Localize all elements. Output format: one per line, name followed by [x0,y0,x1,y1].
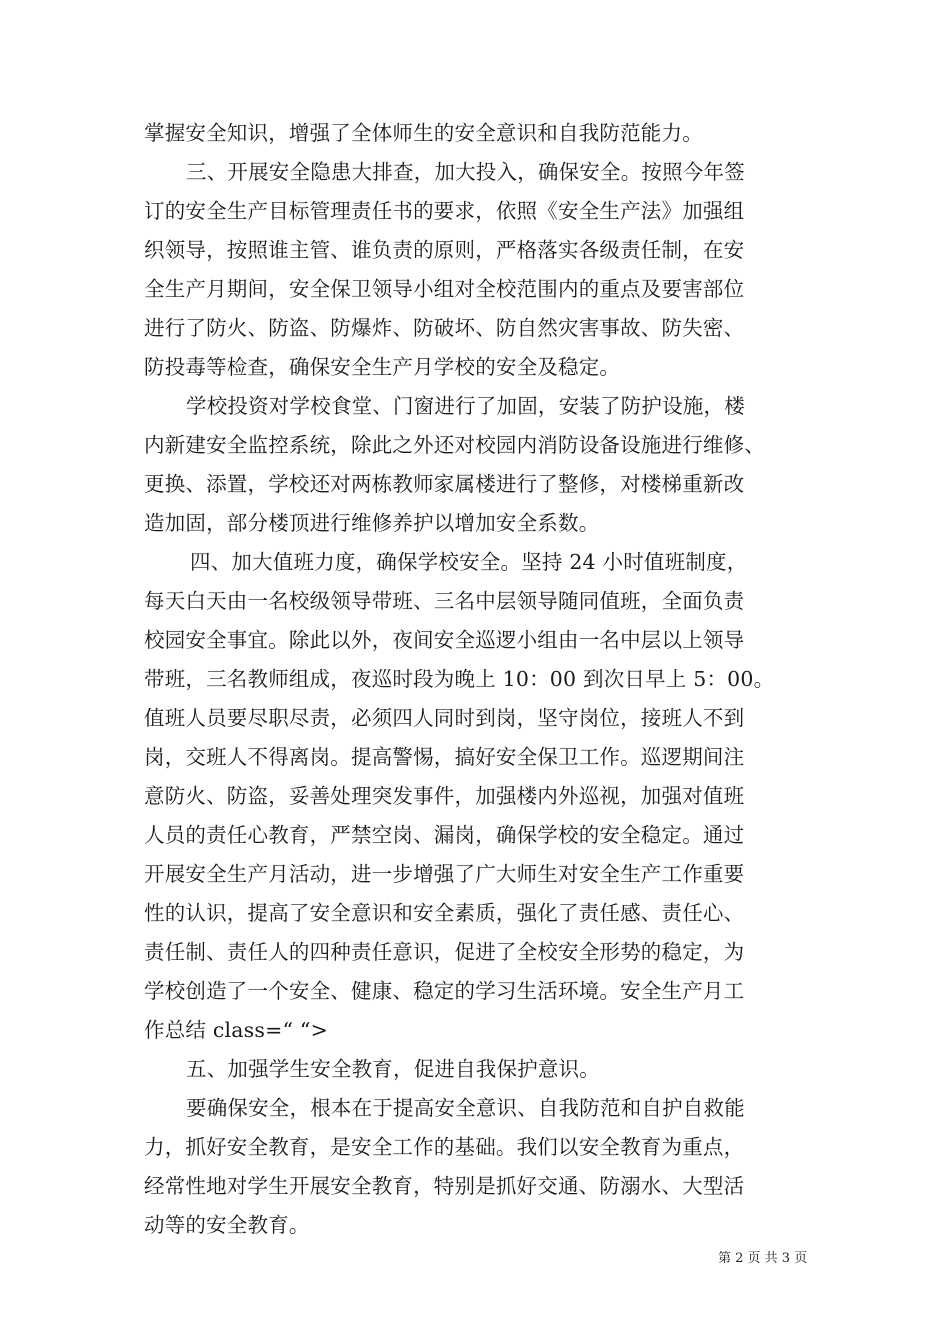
text-line: 每天白天由一名校级领导带班、三名中层领导随同值班，全面负责 [144,589,745,613]
text-line: 学校投资对学校食堂、门窗进行了加固，安装了防护设施，楼 [186,394,745,418]
text-line: 作总结 class=“ “> [144,1018,328,1042]
text-line: 要确保安全，根本在于提高安全意识、自我防范和自护自救能 [186,1096,745,1120]
section-heading: 五、加强学生安全教育，促进自我保护意识。 [186,1057,600,1081]
text-line: 经常性地对学生开展安全教育，特别是抓好交通、防溺水、大型活 [144,1174,745,1198]
text-line: 值班人员要尽职尽责，必须四人同时到岗，坚守岗位，接班人不到 [144,706,745,730]
text-line: 更换、添置，学校还对两栋教师家属楼进行了整修，对楼梯重新改 [144,472,745,496]
text-line: 全生产月期间，安全保卫领导小组对全校范围内的重点及要害部位 [144,277,745,301]
text-line: 进行了防火、防盗、防爆炸、防破坏、防自然灾害事故、防失密、 [144,316,745,340]
text-line: 订的安全生产目标管理责任书的要求，依照《安全生产法》加强组 [144,199,745,223]
text-line: 人员的责任心教育，严禁空岗、漏岗，确保学校的安全稳定。通过 [144,823,745,847]
text-line: 学校创造了一个安全、健康、稳定的学习生活环境。安全生产月工 [144,979,745,1003]
text-line: 责任制、责任人的四种责任意识，促进了全校安全形势的稳定，为 [144,940,745,964]
text-line: 织领导，按照谁主管、谁负责的原则，严格落实各级责任制，在安 [144,238,745,262]
text-line: 三、开展安全隐患大排查，加大投入，确保安全。按照今年签 [186,160,745,184]
text-line: 四、加大值班力度，确保学校安全。坚持 24 小时值班制度， [190,550,748,574]
text-line: 意防火、防盗，妥善处理突发事件，加强楼内外巡视，加强对值班 [144,784,745,808]
text-line: 开展安全生产月活动，进一步增强了广大师生对安全生产工作重要 [144,862,745,886]
text-line: 性的认识，提高了安全意识和安全素质，强化了责任感、责任心、 [144,901,745,925]
page-number: 第 2 页 共 3 页 [718,1251,808,1266]
text-line: 岗，交班人不得离岗。提高警惕，搞好安全保卫工作。巡逻期间注 [144,745,745,769]
text-line: 校园安全事宜。除此以外，夜间安全巡逻小组由一名中层以上领导 [144,628,745,652]
text-line: 内新建安全监控系统，除此之外还对校园内消防设备设施进行维修、 [144,433,765,457]
text-line: 力，抓好安全教育，是安全工作的基础。我们以安全教育为重点， [144,1135,745,1159]
text-line: 带班，三名教师组成，夜巡时段为晚上 10：00 到次日早上 5：00。 [144,667,775,691]
text-line: 防投毒等检查，确保安全生产月学校的安全及稳定。 [144,355,621,379]
text-line: 造加固，部分楼顶进行维修养护以增加安全系数。 [144,511,600,535]
text-line: 动等的安全教育。 [144,1213,310,1237]
text-line: 掌握安全知识，增强了全体师生的安全意识和自我防范能力。 [144,121,703,145]
